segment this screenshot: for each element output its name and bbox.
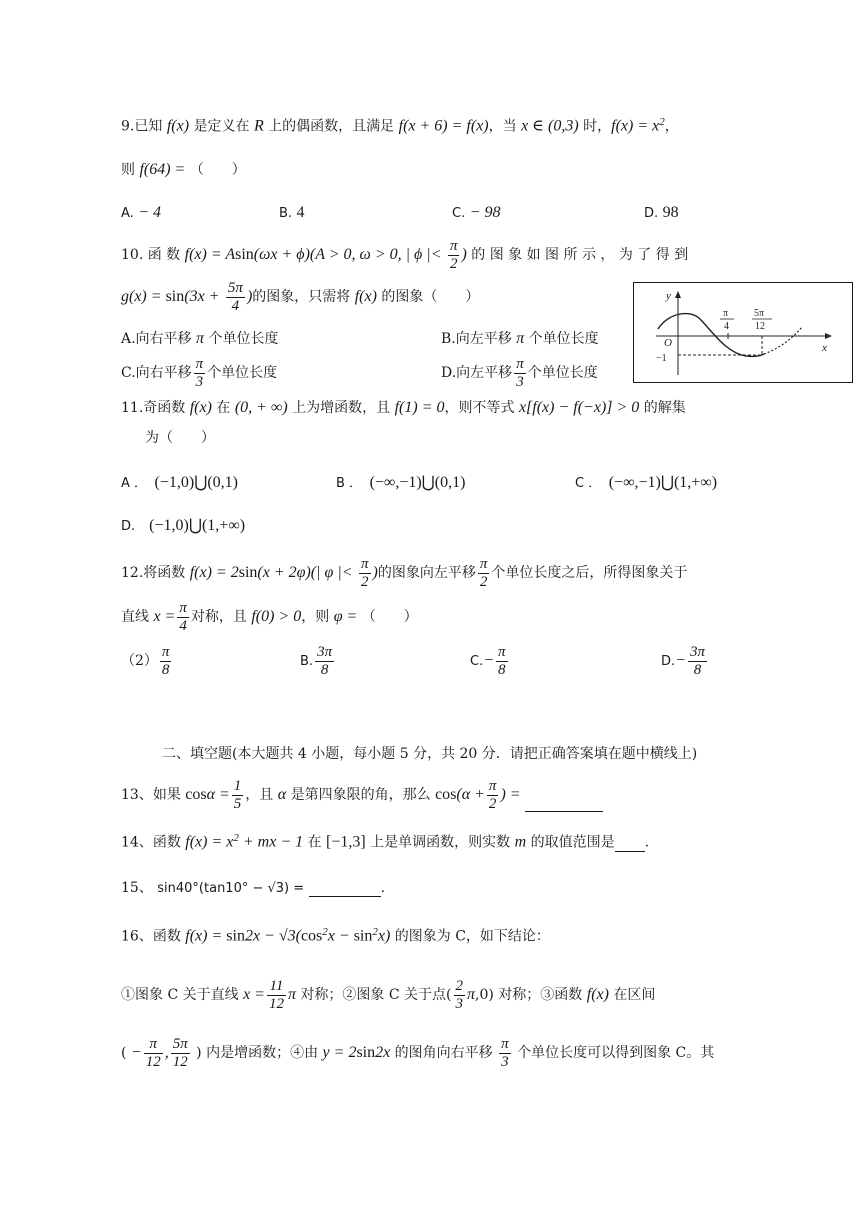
q10-graph-figure bbox=[633, 282, 853, 383]
svg-text:4: 4 bbox=[724, 321, 729, 332]
q12-option-c[interactable]: C.− $\frac{\pi}{8}$ bbox=[470, 644, 506, 678]
q11-option-c[interactable]: C ． (−∞,−1)⋃(1,+∞) bbox=[575, 474, 718, 491]
q10-stem-continued: g(x) = sin(3x + $\frac{5\pi}{4}$ )的图象，只需将 f(x) 的图象（ ） bbox=[121, 280, 480, 314]
q11-option-a[interactable]: A ． (−1,0)⋃(0,1) bbox=[121, 474, 238, 491]
q9-stem: 9.已知 f(x) 是定义在 R 上的偶函数，且满足 f(x + 6) = f(x)，当 x ∈ (0,3) 时，$f(x) = x^2$， bbox=[121, 116, 679, 135]
q10-option-c[interactable]: C.向右平移 $\frac{\pi}{3}$ 个单位长度 bbox=[121, 356, 278, 390]
q9-option-b[interactable]: B. 4 bbox=[279, 204, 305, 221]
svg-text:5π: 5π bbox=[754, 308, 765, 319]
q16-line-3: ( − $\frac{\pi}{12}$ , $\frac{5\pi}{12}$ ) 内是增函数；④由 y = 2sin2x 的图角向右平移 $\frac{\pi}{3}$ 个单位长度可以得到图象 C。其 bbox=[121, 1036, 715, 1070]
q9-stem-continued: 则 f(64) = （ ） bbox=[121, 161, 246, 178]
q10-option-b[interactable]: B.向左平移 π 个单位长度 bbox=[441, 330, 599, 347]
q12-option-b[interactable]: B. $\frac{3\pi}{8}$ bbox=[300, 644, 333, 678]
sine-graph bbox=[634, 283, 852, 382]
q12-stem: 12.将函数 f(x) = 2sin(x + 2φ)(| φ |< $\frac{\pi}{2}$ )的图象向左平移 $\frac{\pi}{2}$ 个单位长度之后，所得图象关于 bbox=[121, 556, 688, 590]
origin-label: O bbox=[664, 337, 672, 349]
q15: 15、 sin40°(tan10° − √3) = . bbox=[121, 880, 386, 896]
q12-option-d[interactable]: D.− $\frac{3\pi}{8}$ bbox=[661, 644, 705, 678]
svg-text:12: 12 bbox=[755, 321, 765, 332]
q15-answer-blank[interactable] bbox=[309, 882, 381, 897]
q10-stem: 10. 函 数 f(x) = Asin(ωx + ϕ)(A > 0, ω > 0, | ϕ |< $\frac{\pi}{2}$ ) 的 图 象 如 图 所 示 ， 为 了 得 到 bbox=[121, 238, 689, 272]
q9-option-c[interactable]: C. − 98 bbox=[452, 204, 501, 221]
q9-option-d[interactable]: D. 98 bbox=[644, 204, 679, 221]
q13-answer-blank[interactable] bbox=[525, 797, 603, 812]
q16-line-2: ①图象 C 关于直线 x = $\frac{11}{12}$ π 对称；②图象 C 关于点( $\frac{2}{3}$ π,0) 对称；③函数 f(x) 在区间 bbox=[121, 978, 656, 1012]
q12-stem-continued: 直线 x = $\frac{\pi}{4}$ 对称，且 f(0) > 0，则 φ = （ ） bbox=[121, 600, 418, 634]
q16-stem: 16、函数 $f(x) = \sin 2x - √3(\cos^2x - \sin^2x)$ 的图象为 C，如下结论： bbox=[121, 926, 550, 945]
q10-option-d[interactable]: D.向左平移 $\frac{\pi}{3}$ 个单位长度 bbox=[441, 356, 598, 390]
section-2-heading: 二、填空题(本大题共 4 小题，每小题 5 分，共 20 分．请把正确答案填在题中横线上) bbox=[162, 746, 698, 762]
q14: 14、函数 $f(x) = x^2$ + mx − 1 在 [−1,3] 上是单调函数，则实数 m 的取值范围是 . bbox=[121, 832, 650, 851]
q12-option-a[interactable]: （2） $\frac{\pi}{8}$ bbox=[121, 644, 170, 678]
svg-text:π: π bbox=[723, 308, 729, 319]
q11-stem-continued: 为（ ） bbox=[145, 430, 215, 446]
q10-option-a[interactable]: A.向右平移 π 个单位长度 bbox=[121, 330, 279, 347]
q14-answer-blank[interactable] bbox=[615, 837, 645, 852]
neg-one-label: −1 bbox=[656, 353, 667, 364]
x-axis-label: x bbox=[822, 342, 827, 354]
y-axis-label: y bbox=[666, 290, 671, 302]
q13: 13、如果 cosα = $\frac{1}{5}$ ，且 α 是第四象限的角，那么 cos(α + $\frac{\pi}{2}$ ) = bbox=[121, 778, 603, 812]
q11-stem: 11.奇函数 f(x) 在 (0, + ∞) 上为增函数，且 f(1) = 0，则不等式 x[f(x) − f(−x)] > 0 的解集 bbox=[121, 399, 686, 416]
q9-option-a[interactable]: A. − 4 bbox=[121, 204, 162, 221]
q11-option-d[interactable]: D. (−1,0)⋃(1,+∞) bbox=[121, 517, 246, 534]
q11-option-b[interactable]: B ． (−∞,−1)⋃(0,1) bbox=[336, 474, 466, 491]
